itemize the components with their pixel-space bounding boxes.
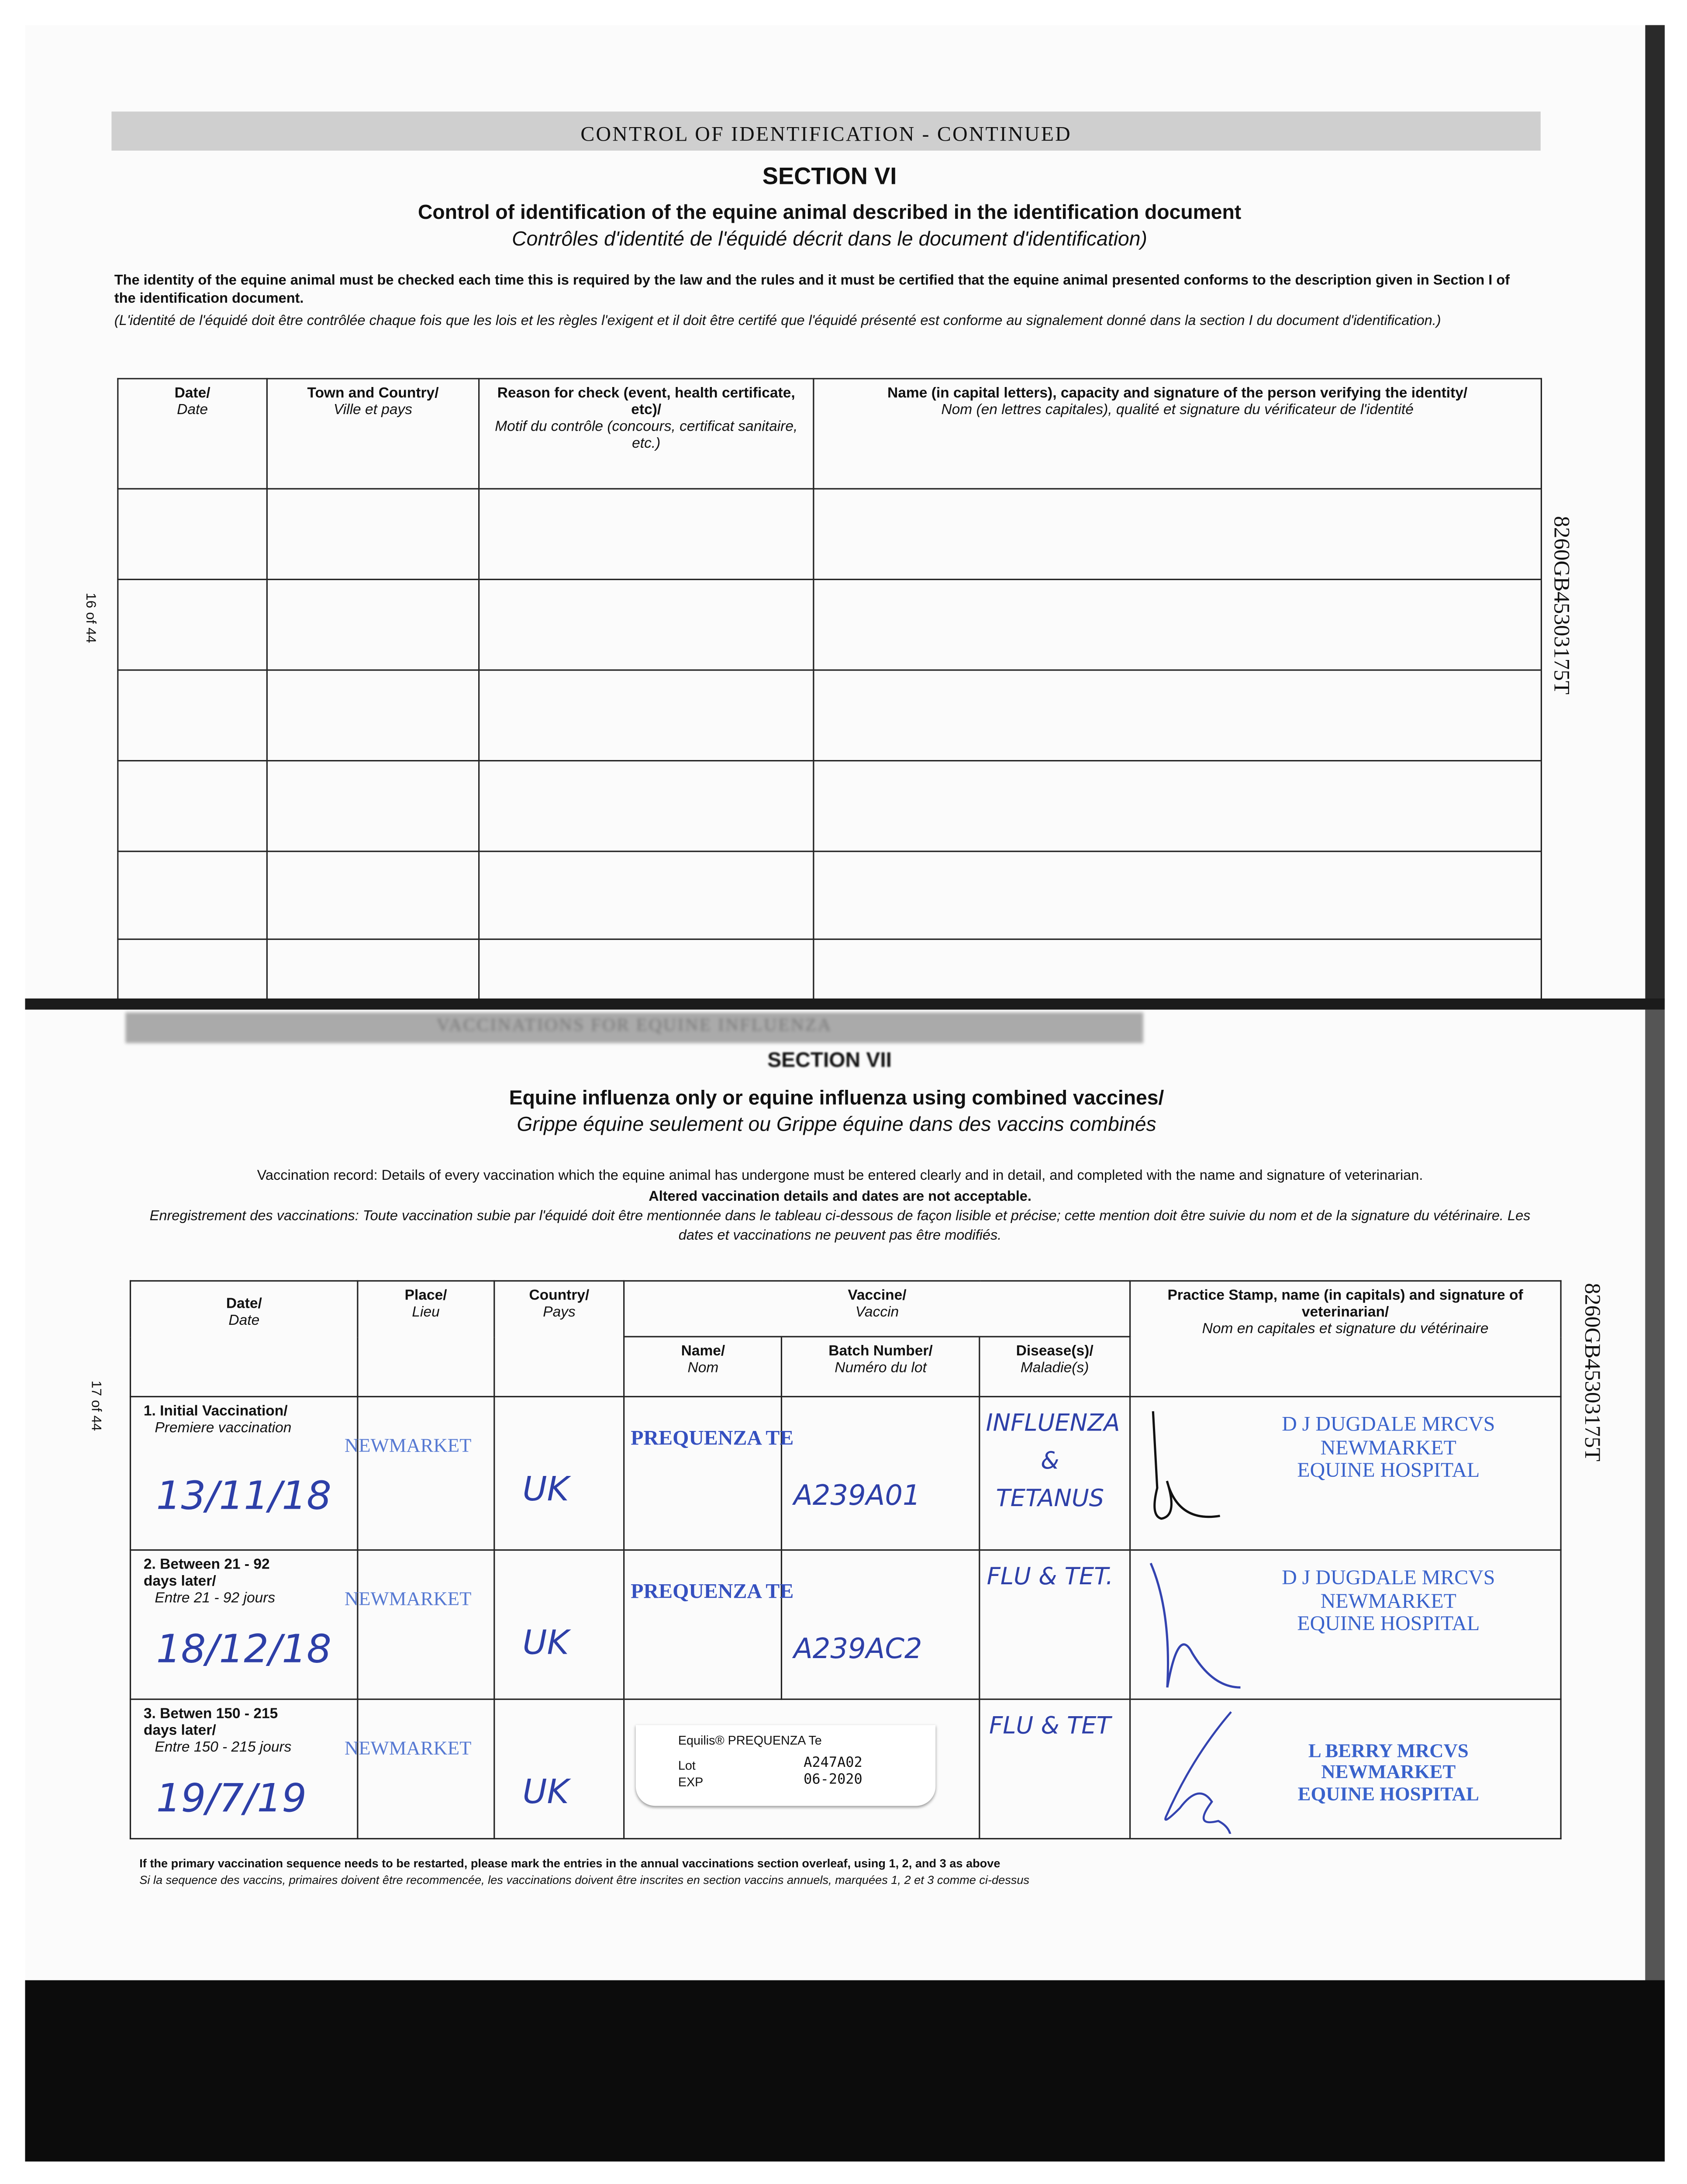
country-cell (494, 1396, 624, 1550)
table-row (118, 580, 1542, 670)
signature-icon (1136, 1403, 1261, 1545)
section-title: SECTION VI (762, 163, 897, 190)
sticker-lot: A247A02 (804, 1755, 862, 1771)
document-id: 8260GB45303175T (1549, 516, 1573, 695)
table-row (118, 489, 1542, 580)
col-vaccine-name: Name/ Nom (624, 1337, 782, 1396)
col-verifier: Name (in capital letters), capacity and signature of the person verifying the identity/ Nom (en lettres capitales), qualité et signature du vérificateur de l'identité (814, 379, 1542, 489)
section-title: SECTION VII (767, 1048, 892, 1073)
col-date: Date/ Date (118, 379, 267, 489)
disease: INFLUENZA & TETANUS (986, 1410, 1120, 1513)
disease-cell (980, 1396, 1130, 1550)
table-row (118, 761, 1542, 852)
dose-cell (131, 1550, 358, 1700)
batch-cell (782, 1396, 980, 1550)
scanner-background (25, 1980, 1664, 2161)
dose-label: 3. Betwen 150 - 215 days later/ (143, 1705, 278, 1739)
vet-name: L BERRY MRCVS (1308, 1742, 1469, 1763)
vet-practice: EQUINE HOSPITAL (1297, 1460, 1480, 1482)
dose-label: 2. Between 21 - 92 days later/ (143, 1556, 270, 1590)
place-stamp: NEWMARKET (344, 1436, 472, 1458)
place-cell (344, 1699, 494, 1838)
dose-label-fr: Entre 21 - 92 jours (155, 1590, 276, 1607)
disease-cell (980, 1550, 1130, 1700)
country-cell (494, 1550, 624, 1700)
table-row (118, 670, 1542, 761)
batch-number: A239A01 (793, 1478, 921, 1512)
vaccination-row (131, 1396, 1561, 1550)
vaccine-name-stamp: PREQUENZA TE (631, 1581, 794, 1604)
batch-cell (782, 1550, 980, 1700)
country: UK (522, 1470, 569, 1509)
vet-practice: EQUINE HOSPITAL (1297, 1784, 1479, 1806)
sticker-product: Equilis® PREQUENZA Te (678, 1733, 822, 1748)
vet-name: D J DUGDALE MRCVS (1282, 1567, 1495, 1590)
vet-cell (1130, 1699, 1561, 1838)
footer-note-fr: Si la sequence des vaccins, primaires doivent être recommencée, les vaccinations doivent être inscrites en section vaccins annuels, marquées 1, 2 et 3 comme ci-dessus (139, 1873, 1030, 1887)
col-place: Place/ Lieu (358, 1281, 494, 1396)
country: UK (522, 1623, 569, 1662)
place-cell (344, 1396, 494, 1550)
table-row (118, 939, 1542, 1004)
vaccination-row (131, 1699, 1561, 1838)
page-title-fr: Grippe équine seulement ou Grippe équine dans des vaccins combinés (517, 1114, 1156, 1137)
col-batch: Batch Number/ Numéro du lot (782, 1337, 980, 1396)
section-header-bar: CONTROL OF IDENTIFICATION - CONTINUED (111, 111, 1540, 150)
sticker-exp-label: EXP (678, 1775, 704, 1790)
page-title: Control of identification of the equine animal described in the identification document (417, 202, 1242, 225)
sticker-exp: 06-2020 (804, 1772, 862, 1788)
col-disease: Disease(s)/ Maladie(s) (980, 1337, 1130, 1396)
vaccine-sticker (636, 1725, 936, 1806)
vaccine-name-cell (624, 1396, 794, 1550)
vet-stamp (1270, 1567, 1507, 1636)
dose-label: 1. Initial Vaccination/ (143, 1403, 288, 1420)
country: UK (522, 1772, 569, 1812)
page-fold (25, 999, 1664, 1010)
disease: FLU & TET (989, 1712, 1111, 1741)
page-edge (1645, 1009, 1665, 1980)
vet-cell (1130, 1550, 1561, 1700)
intro-text-fr: Enregistrement des vaccinations: Toute vaccination subie par l'équidé doit être mentionnée dans le tableau ci-dessous de façon lisible et précise; cette mention doit être suivie du nom et de la signature du vétérinaire. Les dates et vaccinations ne peuvent pas être modifiés. (149, 1209, 1531, 1244)
intro-warning: Altered vaccination details and dates are not acceptable. (649, 1189, 1032, 1205)
vet-name: D J DUGDALE MRCVS (1282, 1414, 1495, 1437)
col-vaccine: Vaccine/ Vaccin (624, 1281, 1130, 1337)
page-title: Equine influenza only or equine influenza using combined vaccines/ (509, 1088, 1164, 1110)
vaccination-date: 19/7/19 (156, 1775, 307, 1821)
signature-icon (1136, 1706, 1261, 1834)
vet-town: NEWMARKET (1320, 1437, 1456, 1460)
disease: FLU & TET. (987, 1563, 1114, 1591)
place-stamp: NEWMARKET (344, 1739, 472, 1760)
vet-town: NEWMARKET (1321, 1763, 1456, 1784)
footer-note: If the primary vaccination sequence needs to be restarted, please mark the entries in the annual vaccinations section overleaf, using 1, 2, and 3 as above (139, 1856, 1000, 1870)
vet-stamp (1270, 1742, 1507, 1806)
dose-label-fr: Entre 150 - 215 jours (155, 1739, 292, 1756)
page-number: 16 of 44 (82, 592, 98, 643)
vaccine-name-cell (624, 1550, 794, 1700)
vaccine-name-stamp: PREQUENZA TE (631, 1428, 794, 1451)
col-reason: Reason for check (event, health certificate, etc)/ Motif du contrôle (concours, certificat sanitaire, etc.) (479, 379, 814, 489)
place-stamp: NEWMARKET (344, 1590, 472, 1611)
vet-stamp (1270, 1414, 1507, 1483)
page-title-fr: Contrôles d'identité de l'équidé décrit dans le document d'identification) (512, 228, 1147, 251)
signature-icon (1136, 1556, 1261, 1694)
vaccination-row (131, 1550, 1561, 1700)
section-header-bar: VACCINATIONS FOR EQUINE INFLUENZA (125, 1013, 1143, 1043)
intro-text-fr: (L'identité de l'équidé doit être contrôlée chaque fois que les lois et les règles l'exigent et il doit être certifé que l'équidé présenté est conforme au signalement donné dans la section I du document d'identification.) (114, 314, 1441, 329)
vaccination-date: 13/11/18 (156, 1472, 332, 1519)
vaccination-table (130, 1280, 1562, 1839)
col-date: Date/ Date (131, 1281, 358, 1396)
place-cell (344, 1550, 494, 1700)
disease-cell (980, 1699, 1130, 1838)
intro-text: Vaccination record: Details of every vaccination which the equine animal has undergone must be entered clearly and in detail, and completed with the name and signature of veterinarian. (257, 1168, 1423, 1184)
identity-check-table (117, 378, 1542, 1004)
intro-text: The identity of the equine animal must be checked each time this is required by the law and the rules and it must be certified that the equine animal presented conforms to the description given in Section I of the identification document. (114, 273, 1510, 307)
vet-town: NEWMARKET (1320, 1590, 1456, 1613)
vaccine-name-cell (624, 1699, 980, 1838)
country-cell (494, 1699, 624, 1838)
document-id: 8260GB45303175T (1580, 1283, 1604, 1462)
batch-number: A239AC2 (793, 1631, 922, 1665)
col-country: Country/ Pays (494, 1281, 624, 1396)
vet-practice: EQUINE HOSPITAL (1297, 1613, 1480, 1636)
vet-cell (1130, 1396, 1561, 1550)
sticker-lot-label: Lot (678, 1758, 696, 1773)
dose-cell (131, 1699, 358, 1838)
vaccination-date: 18/12/18 (156, 1626, 332, 1672)
col-vet: Practice Stamp, name (in capitals) and signature of veterinarian/ Nom en capitales et signature du vétérinaire (1130, 1281, 1561, 1396)
col-town: Town and Country/ Ville et pays (267, 379, 479, 489)
dose-cell (131, 1396, 358, 1550)
dose-label-fr: Premiere vaccination (155, 1420, 292, 1437)
page-number: 17 of 44 (88, 1380, 103, 1431)
table-row (118, 851, 1542, 939)
